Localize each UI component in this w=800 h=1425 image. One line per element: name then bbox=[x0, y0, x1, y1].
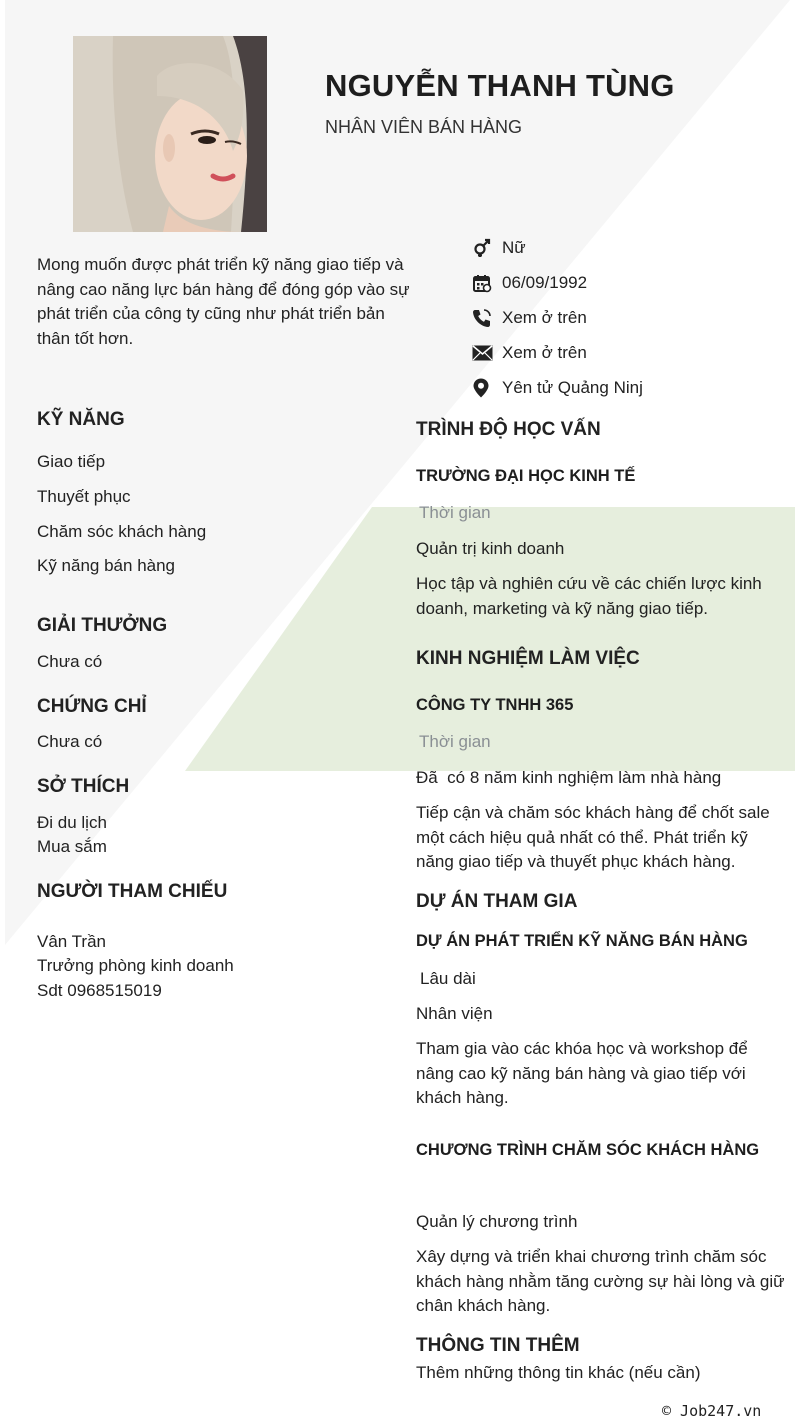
skill-item: Giao tiếp bbox=[37, 452, 106, 471]
education-time: Thời gian bbox=[419, 503, 491, 522]
skill-item: Chăm sóc khách hàng bbox=[37, 522, 207, 541]
project-time: Lâu dài bbox=[420, 969, 476, 988]
candidate-name: NGUYỄN THANH TÙNG bbox=[325, 68, 675, 103]
contact-address bbox=[472, 370, 792, 405]
reference-line: Sdt 0968515019 bbox=[37, 981, 162, 1000]
project-role: Quản lý chương trình bbox=[416, 1212, 578, 1231]
address-text: Yên tử Quảng Ninj bbox=[502, 377, 643, 397]
experience-description: Tiếp cận và chăm sóc khách hàng để chốt sale một cách hiệu quả nhất có thể. Phát triển kỹ năng giao tiếp và thuyết phục khách hàng. bbox=[416, 803, 770, 871]
company-name: CÔNG TY TNHH 365 bbox=[416, 696, 574, 714]
projects-title: DỰ ÁN THAM GIA bbox=[416, 891, 578, 912]
job-title: NHÂN VIÊN BÁN HÀNG bbox=[325, 117, 523, 137]
reference-line: Vân Trần bbox=[37, 932, 106, 951]
contact-gender bbox=[472, 231, 792, 266]
contact-birthday bbox=[472, 266, 792, 301]
footer-copyright: © Job247.vn bbox=[662, 1402, 762, 1420]
gender-icon bbox=[472, 237, 502, 259]
project-description: Tham gia vào các khóa học và workshop để nâng cao kỹ năng bán hàng và giao tiếp với khách hàng. bbox=[416, 1039, 748, 1107]
additional-title: THÔNG TIN THÊM bbox=[416, 1335, 580, 1356]
phone-text: Xem ở trên bbox=[502, 307, 587, 327]
references-title: NGƯỜI THAM CHIẾU bbox=[37, 881, 228, 902]
skill-item: Kỹ năng bán hàng bbox=[37, 556, 176, 575]
skill-item: Thuyết phục bbox=[37, 487, 131, 506]
awards-title: GIẢI THƯỞNG bbox=[37, 615, 168, 636]
certificates-value: Chưa có bbox=[37, 732, 103, 751]
hobby-item: Đi du lịch bbox=[37, 813, 107, 832]
contact-phone bbox=[472, 301, 792, 336]
reference-line: Trưởng phòng kinh doanh bbox=[37, 956, 234, 975]
calendar-icon bbox=[472, 272, 502, 294]
birthday-text: 06/09/1992 bbox=[502, 273, 588, 293]
hobbies-title: SỞ THÍCH bbox=[37, 776, 130, 797]
email-icon bbox=[472, 342, 502, 364]
profile-photo bbox=[73, 36, 267, 232]
certificates-title: CHỨNG CHỈ bbox=[37, 696, 147, 717]
experience-time: Thời gian bbox=[419, 732, 491, 751]
gender-text: Nữ bbox=[502, 238, 526, 258]
career-objective: Mong muốn được phát triển kỹ năng giao tiếp và nâng cao năng lực bán hàng để đóng góp vào sự phát triển của công ty cũng như phát triển bản thân tốt hơn. bbox=[37, 255, 410, 348]
skills-title: KỸ NĂNG bbox=[37, 409, 125, 430]
education-major: Quản trị kinh doanh bbox=[416, 539, 565, 558]
contact-email bbox=[472, 335, 792, 370]
location-icon bbox=[472, 377, 502, 399]
experience-title: KINH NGHIỆM LÀM VIỆC bbox=[416, 648, 640, 669]
contact-list bbox=[472, 231, 792, 405]
experience-position: Đã có 8 năm kinh nghiệm làm nhà hàng bbox=[416, 768, 722, 787]
email-text: Xem ở trên bbox=[502, 342, 587, 362]
project-description: Xây dựng và triển khai chương trình chăm sóc khách hàng nhằm tăng cường sự hài lòng và giữ chân khách hàng. bbox=[416, 1247, 785, 1315]
awards-value: Chưa có bbox=[37, 652, 103, 671]
education-title: TRÌNH ĐỘ HỌC VẤN bbox=[416, 419, 601, 440]
additional-text: Thêm những thông tin khác (nếu cần) bbox=[416, 1363, 701, 1382]
project-name: CHƯƠNG TRÌNH CHĂM SÓC KHÁCH HÀNG bbox=[416, 1141, 760, 1159]
project-role: Nhân viện bbox=[416, 1004, 493, 1023]
school-name: TRƯỜNG ĐẠI HỌC KINH TẾ bbox=[416, 467, 636, 485]
education-description: Học tập và nghiên cứu về các chiến lược kinh doanh, marketing và kỹ năng giao tiếp. bbox=[416, 574, 762, 618]
phone-icon bbox=[472, 307, 502, 329]
profile-photo-illustration bbox=[73, 36, 267, 232]
project-name: DỰ ÁN PHÁT TRIỂN KỸ NĂNG BÁN HÀNG bbox=[416, 932, 748, 950]
hobby-item: Mua sắm bbox=[37, 837, 107, 856]
